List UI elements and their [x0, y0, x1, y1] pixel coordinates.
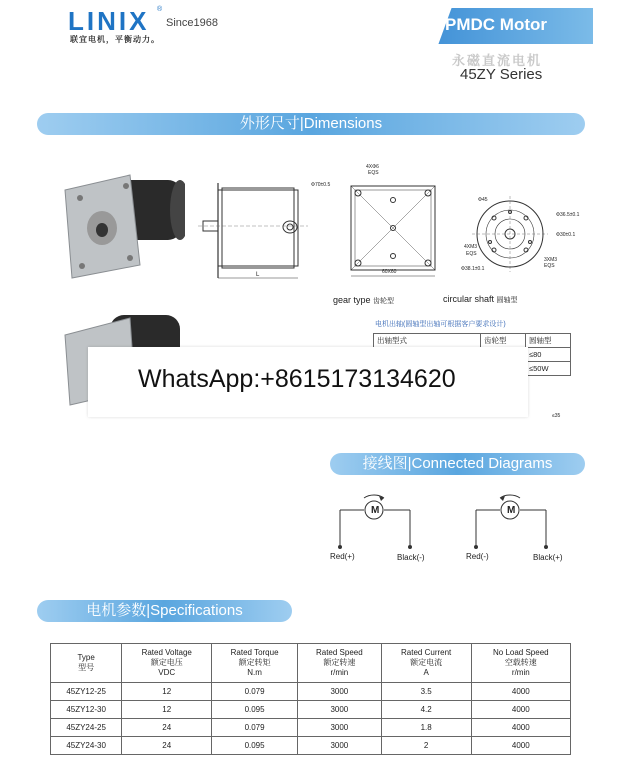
spec-header-cn: 空载转速 [504, 658, 537, 667]
spec-cell: 0.079 [212, 719, 298, 737]
dim-d45: Φ45 [478, 197, 488, 203]
spec-header-current [381, 644, 471, 683]
table-row [51, 701, 571, 719]
spec-header-en: Rated Voltage [141, 648, 192, 657]
spec-cell: 3000 [297, 683, 381, 701]
spec-cell: 45ZY24-25 [51, 719, 122, 737]
section-connected: 接线图|Connected Diagrams [330, 453, 585, 475]
shaft-col-gear: 齿轮型 [481, 334, 526, 348]
registered-mark: ® [157, 6, 163, 13]
spec-cell: 4000 [471, 683, 570, 701]
wire-left-neg: Black(-) [397, 553, 425, 562]
shaft-note: 电机出轴(圆轴型出轴可根据客户要求设计) [375, 321, 506, 328]
wire-left-pos: Red(+) [330, 552, 355, 561]
circular-shaft-label [443, 294, 518, 305]
product-title-cn: 永磁直流电机 [452, 53, 543, 68]
table-row [51, 683, 571, 701]
spec-header-type [51, 644, 122, 683]
brand-slogan: 联宜电机，平衡动力。 [70, 34, 160, 44]
spec-cell: 4000 [471, 701, 570, 719]
product-series: 45ZY Series [460, 66, 543, 83]
spec-header-unit: r/min [330, 668, 349, 677]
spec-cell: 1.8 [381, 719, 471, 737]
dim-eqs2: EQS [466, 251, 477, 257]
spec-header-noload [471, 644, 570, 683]
table-row [51, 719, 571, 737]
spec-header-voltage [122, 644, 212, 683]
wiring-right [474, 495, 548, 549]
front-view-drawing [345, 172, 440, 280]
section-dimensions: 外形尺寸|Dimensions [37, 113, 585, 135]
spec-cell: 12 [122, 701, 212, 719]
section-specifications: 电机参数|Specifications [37, 600, 292, 622]
dim-l: L [256, 272, 260, 278]
gear-type-en: gear type [333, 295, 371, 305]
spec-cell: 3000 [297, 719, 381, 737]
spec-cell: 3.5 [381, 683, 471, 701]
spec-cell: 0.095 [212, 701, 298, 719]
spec-cell: 24 [122, 737, 212, 755]
spec-header-cn: 额定电流 [410, 658, 443, 667]
wiring-left [338, 495, 412, 549]
spec-header-speed [297, 644, 381, 683]
spec-cell: 45ZY12-30 [51, 701, 122, 719]
spec-cell: 4000 [471, 737, 570, 755]
shaft-cell: ≤50W [526, 362, 571, 376]
spec-header-en: Rated Speed [315, 648, 363, 657]
spec-cell: 3000 [297, 737, 381, 755]
spec-cell: 3000 [297, 701, 381, 719]
spec-header-unit: VDC [158, 668, 176, 677]
whatsapp-text: WhatsApp:+8615173134620 [138, 365, 456, 393]
shaft-col-circular: 圆轴型 [526, 334, 571, 348]
spec-header-en: Type [77, 653, 95, 662]
shaft-col-type: 出轴型式 [374, 334, 481, 348]
dim-38: Φ38.1±0.1 [461, 266, 485, 272]
spec-header-en: No Load Speed [493, 648, 549, 657]
spec-header-cn: 额定电压 [150, 658, 183, 667]
spec-table [50, 643, 571, 755]
spec-header-cn: 型号 [78, 663, 95, 672]
wiring-diagrams [330, 490, 590, 560]
dim-4xm3: 4XM3 [464, 244, 478, 250]
spec-header-cn: 额定转矩 [238, 658, 271, 667]
dim-3xm3: 3XM3 [544, 257, 558, 263]
motor-symbol-right: M [507, 505, 516, 516]
spec-cell: 45ZY24-30 [51, 737, 122, 755]
gear-type-label [333, 295, 394, 306]
motor-symbol-left: M [371, 505, 380, 516]
wire-right-neg: Black(+) [533, 553, 563, 562]
spec-header-en: Rated Torque [230, 648, 279, 657]
spec-header-unit: A [423, 668, 429, 677]
spec-cell: 24 [122, 719, 212, 737]
dim-eqs3: EQS [544, 263, 555, 269]
spec-header-en: Rated Current [401, 648, 452, 657]
motor-photo-gear [60, 170, 185, 285]
spec-cell: 2 [381, 737, 471, 755]
dim-35: ≤35 [552, 413, 561, 419]
spec-cell: 0.079 [212, 683, 298, 701]
dim-eqs: EQS [368, 170, 379, 176]
wire-right-pos: Red(-) [466, 552, 489, 561]
circular-shaft-cn: 圆轴型 [496, 297, 518, 304]
dim-4x: 4XΦ6 [366, 164, 379, 170]
circular-shaft-en: circular shaft [443, 294, 495, 304]
spec-cell: 45ZY12-25 [51, 683, 122, 701]
dim-d70: Φ70±0.5 [311, 182, 331, 188]
spec-header-torque [212, 644, 298, 683]
spec-header-unit: N.m [247, 668, 262, 677]
dim-30: Φ30±0.1 [556, 232, 576, 238]
product-title: PMDC Motor [445, 15, 547, 34]
table-row [51, 737, 571, 755]
gear-type-cn: 齿轮型 [373, 298, 395, 305]
since-label: Since1968 [166, 17, 218, 29]
brand-logo: LINIX [68, 6, 150, 36]
spec-cell: 4000 [471, 719, 570, 737]
shaft-cell: ≤80 [526, 348, 571, 362]
dim-36: Φ36.5±0.1 [556, 212, 580, 218]
spec-header-cn: 额定转速 [323, 658, 356, 667]
spec-cell: 0.095 [212, 737, 298, 755]
spec-header-unit: r/min [511, 668, 530, 677]
dim-60: 60X60 [382, 269, 397, 275]
spec-cell: 4.2 [381, 701, 471, 719]
spec-cell: 12 [122, 683, 212, 701]
